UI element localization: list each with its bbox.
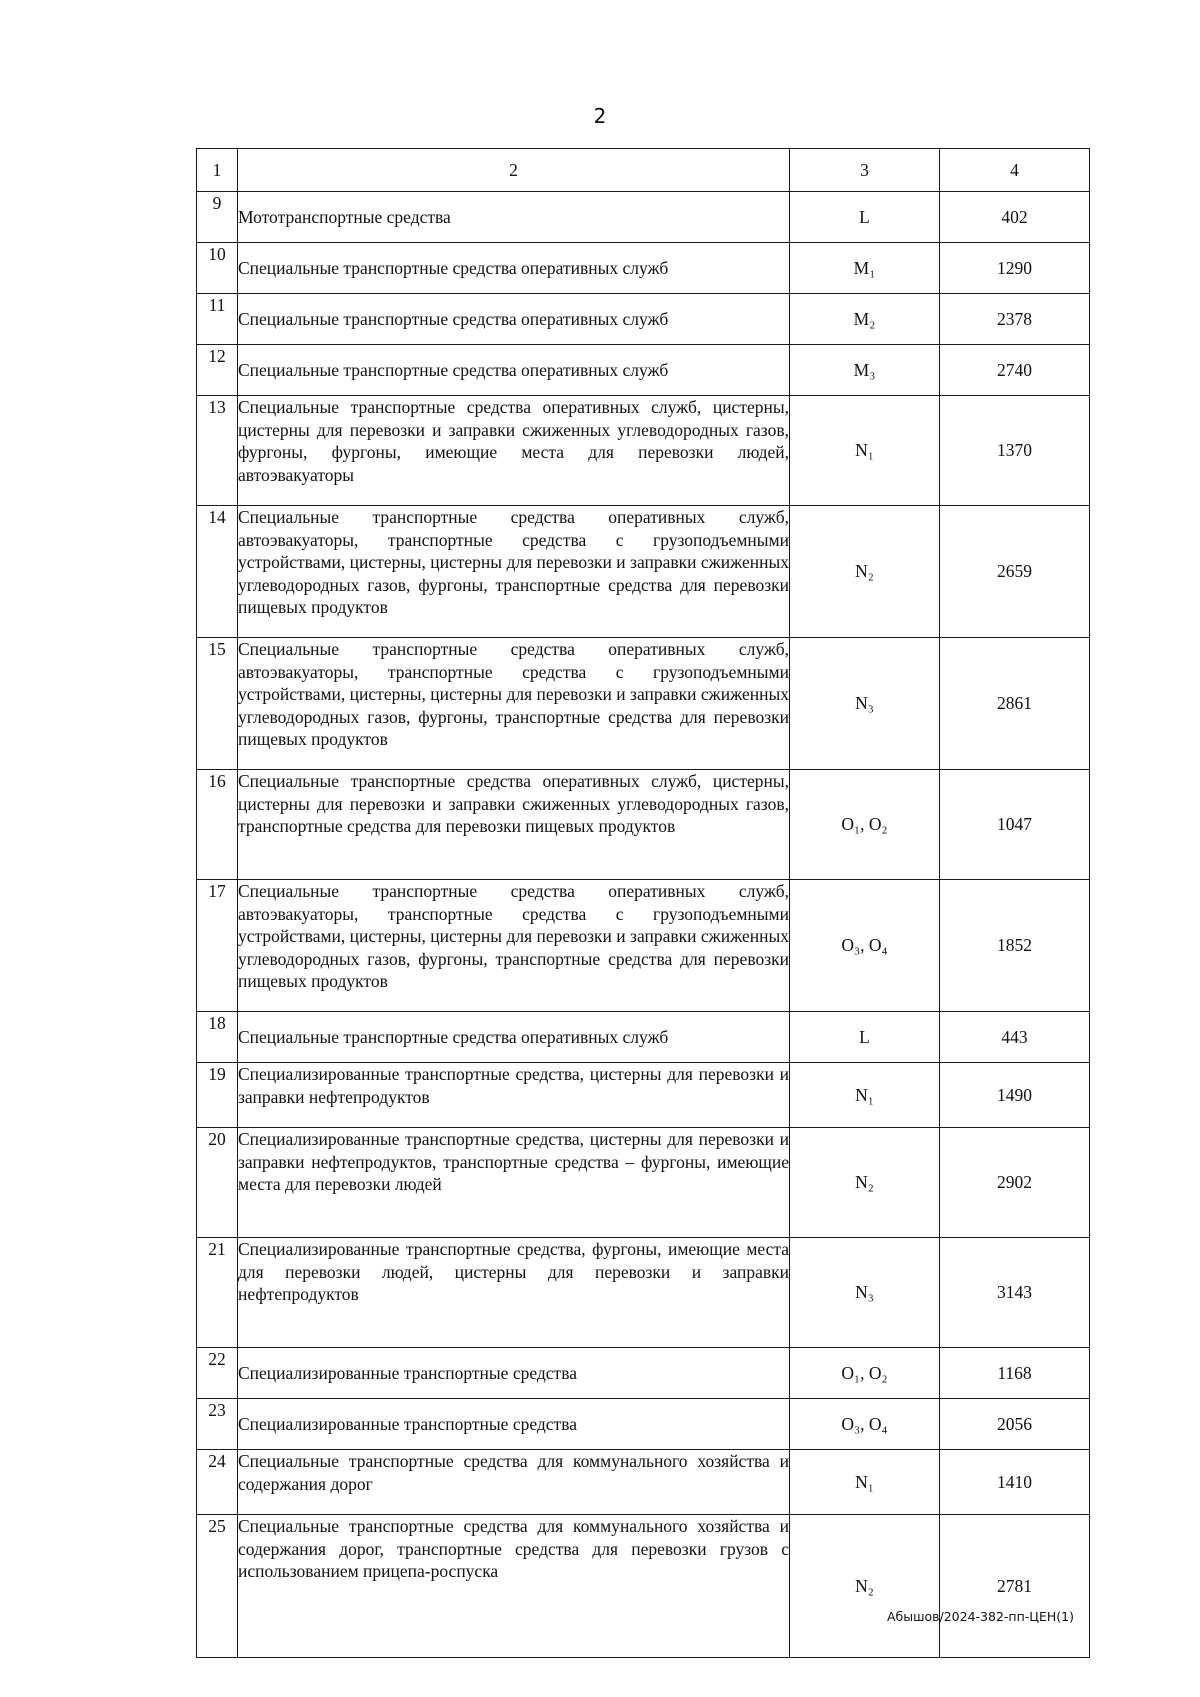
row-description: Специальные транспортные средства оперативных служб: [238, 345, 790, 396]
row-value: 1168: [940, 1348, 1090, 1399]
row-description: Специальные транспортные средства оперативных служб, автоэвакуаторы, транспортные средства с грузоподъемными устройствами, цистерны, цистерны для перевозки и заправки сжиженных углеводородных газов, фургоны, транспортные средства для перевозки пищевых продуктов: [238, 506, 790, 638]
row-description: Специальные транспортные средства оперативных служб: [238, 243, 790, 294]
row-number: 9: [197, 192, 238, 243]
row-number: 18: [197, 1012, 238, 1063]
row-description: Специализированные транспортные средства: [238, 1399, 790, 1450]
row-category: N₂: [790, 1515, 940, 1658]
table-row: [197, 192, 1090, 243]
row-value: 2740: [940, 345, 1090, 396]
row-description: Специальные транспортные средства для коммунального хозяйства и содержания дорог: [238, 1450, 790, 1515]
row-category: M₁: [790, 243, 940, 294]
page-number: 2: [593, 104, 607, 128]
row-category: M₂: [790, 294, 940, 345]
row-description: Специальные транспортные средства оперативных служб, автоэвакуаторы, транспортные средства с грузоподъемными устройствами, цистерны, цистерны для перевозки и заправки сжиженных углеводородных газов, фургоны, транспортные средства для перевозки пищевых продуктов: [238, 638, 790, 770]
row-category: N₃: [790, 1238, 940, 1348]
row-value: 2861: [940, 638, 1090, 770]
table-row: [197, 1450, 1090, 1515]
row-category: N₁: [790, 1063, 940, 1128]
row-category: N₂: [790, 1128, 940, 1238]
row-category: O₁, O₂: [790, 770, 940, 880]
row-description: Специализированные транспортные средства: [238, 1348, 790, 1399]
row-value: 2378: [940, 294, 1090, 345]
row-value: 1290: [940, 243, 1090, 294]
row-category: N₃: [790, 638, 940, 770]
row-value: 1410: [940, 1450, 1090, 1515]
header-cell-4: 4: [940, 149, 1090, 192]
row-number: 19: [197, 1063, 238, 1128]
row-value: 2659: [940, 506, 1090, 638]
row-value: 1490: [940, 1063, 1090, 1128]
row-description: Специализированные транспортные средства, цистерны для перевозки и заправки нефтепродуктов: [238, 1063, 790, 1128]
table-row: [197, 880, 1090, 1012]
row-number: 12: [197, 345, 238, 396]
row-description: Специальные транспортные средства для коммунального хозяйства и содержания дорог, транспортные средства для перевозки грузов с использованием прицепа-роспуска: [238, 1515, 790, 1658]
row-value: 2781: [940, 1515, 1090, 1658]
row-number: 16: [197, 770, 238, 880]
table-row: [197, 1063, 1090, 1128]
row-description: Специальные транспортные средства оперативных служб: [238, 1012, 790, 1063]
row-category: O₁, O₂: [790, 1348, 940, 1399]
table-row: [197, 1348, 1090, 1399]
table-row: [197, 1399, 1090, 1450]
row-category: M₃: [790, 345, 940, 396]
row-number: 14: [197, 506, 238, 638]
row-number: 13: [197, 396, 238, 506]
row-number: 11: [197, 294, 238, 345]
row-description: Специальные транспортные средства оперативных служб, цистерны, цистерны для перевозки и заправки сжиженных углеводородных газов, фургоны, фургоны, имеющие места для перевозки людей, автоэвакуаторы: [238, 396, 790, 506]
row-value: 1852: [940, 880, 1090, 1012]
row-category: L: [790, 192, 940, 243]
table-row: [197, 294, 1090, 345]
row-description: Специализированные транспортные средства, фургоны, имеющие места для перевозки людей, цистерны для перевозки и заправки нефтепродуктов: [238, 1238, 790, 1348]
table-row: [197, 1238, 1090, 1348]
row-category: N₁: [790, 396, 940, 506]
row-value: 1370: [940, 396, 1090, 506]
document-reference: Абышов/2024-382-пп-ЦЕН(1): [886, 1609, 1074, 1624]
row-number: 15: [197, 638, 238, 770]
row-number: 17: [197, 880, 238, 1012]
table-header-row: [197, 149, 1090, 192]
row-number: 25: [197, 1515, 238, 1658]
row-number: 21: [197, 1238, 238, 1348]
row-number: 20: [197, 1128, 238, 1238]
table-row: [197, 1515, 1090, 1658]
table-row: [197, 638, 1090, 770]
data-table: [196, 148, 1090, 1658]
row-number: 10: [197, 243, 238, 294]
row-number: 22: [197, 1348, 238, 1399]
row-description: Специальные транспортные средства оперативных служб, автоэвакуаторы, транспортные средства с грузоподъемными устройствами, цистерны, цистерны для перевозки и заправки сжиженных углеводородных газов, фургоны, транспортные средства для перевозки пищевых продуктов: [238, 880, 790, 1012]
row-number: 24: [197, 1450, 238, 1515]
table-row: [197, 345, 1090, 396]
row-description: Мототранспортные средства: [238, 192, 790, 243]
table-row: [197, 770, 1090, 880]
row-category: N₁: [790, 1450, 940, 1515]
row-category: N₂: [790, 506, 940, 638]
row-category: L: [790, 1012, 940, 1063]
row-value: 2056: [940, 1399, 1090, 1450]
table-row: [197, 1012, 1090, 1063]
row-value: 2902: [940, 1128, 1090, 1238]
row-description: Специальные транспортные средства оперативных служб, цистерны, цистерны для перевозки и заправки сжиженных углеводородных газов, транспортные средства для перевозки пищевых продуктов: [238, 770, 790, 880]
row-description: Специализированные транспортные средства, цистерны для перевозки и заправки нефтепродуктов, транспортные средства – фургоны, имеющие места для перевозки людей: [238, 1128, 790, 1238]
table-row: [197, 396, 1090, 506]
row-value: 443: [940, 1012, 1090, 1063]
row-description: Специальные транспортные средства оперативных служб: [238, 294, 790, 345]
row-category: O₃, O₄: [790, 1399, 940, 1450]
row-number: 23: [197, 1399, 238, 1450]
row-value: 402: [940, 192, 1090, 243]
table-row: [197, 1128, 1090, 1238]
table-body: [197, 149, 1090, 1658]
header-cell-1: 1: [197, 149, 238, 192]
table-row: [197, 243, 1090, 294]
row-category: O₃, O₄: [790, 880, 940, 1012]
header-cell-2: 2: [238, 149, 790, 192]
header-cell-3: 3: [790, 149, 940, 192]
table-row: [197, 506, 1090, 638]
row-value: 3143: [940, 1238, 1090, 1348]
row-value: 1047: [940, 770, 1090, 880]
